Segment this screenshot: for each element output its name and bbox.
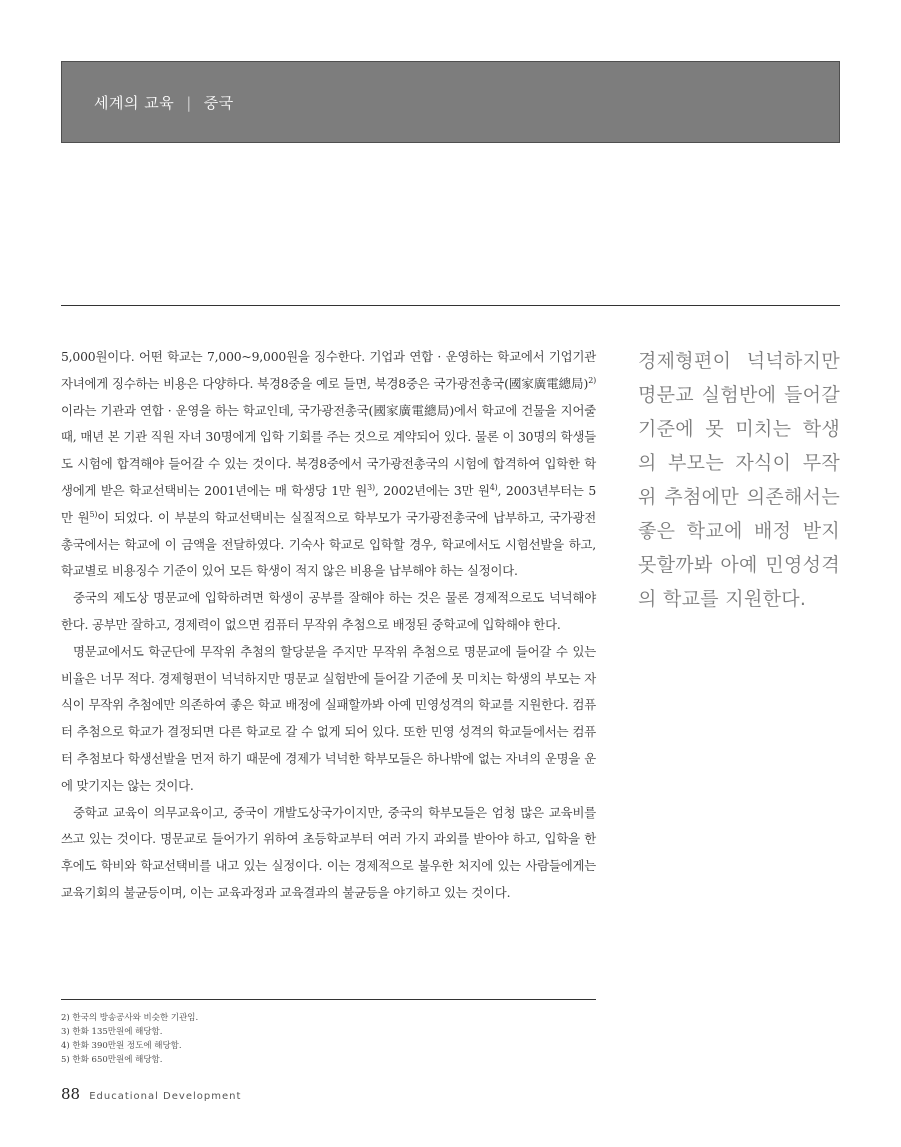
footnote-ref-4: 4) (489, 482, 498, 492)
footnote-5: 5) 한화 650만원에 해당함. (61, 1055, 163, 1065)
header-country: 중국 (203, 94, 234, 112)
footnote-ref-2: 2) (588, 375, 596, 385)
paragraph-3: 명문교에서도 학군단에 무작위 추첨의 할당분을 주지만 무작위 추첨으로 명문교에 들어갈 수 있는 비율은 너무 적다. 경제형편이 넉넉하지만 명문교 실험반에 들어갈 기준에 못 미치는 학생의 부모는 자식이 무작위 추첨에만 의존하여 좋은 학교 배정에 실패할까봐 아예 민영성격의 학교를 지원한다. 컴퓨터 추첨으로 학교가 결정되면 다른 학교로 갈 수 없게 되어 있다. 또한 민영 성격의 학교들에서는 컴퓨터 추첨보다 학생선발을 먼저 하기 때문에 경제가 넉넉한 학부모들은 하나밖에 없는 자녀의 운명을 운에 맞기지는 않는 것이다. (61, 643, 596, 793)
article-body (61, 344, 596, 907)
paragraph-1-part-a: 5,000원이다. 어떤 학교는 7,000~9,000원을 징수한다. 기업과 연합 · 운영하는 학교에서 기업기관 자녀에게 징수하는 비용은 다양하다. 북경8중을 예로 들면, 북경8중은 국가광전총국(國家廣電總局) (61, 349, 596, 391)
header-title (94, 92, 234, 113)
paragraph-1-part-c: , 2002년에는 3만 원 (374, 482, 490, 498)
header-section-name: 세계의 교육 (94, 94, 175, 112)
footnote-2: 2) 한국의 방송공사와 비슷한 기관임. (61, 1013, 199, 1023)
footnote-3: 3) 한화 135만원에 해당함. (61, 1027, 163, 1037)
paragraph-1-part-b: 이라는 기관과 연합 · 운영을 하는 학교인데, 국가광전총국(國家廣電總局)에서 학교에 건물을 지어줄 때, 매년 본 기관 직원 자녀 30명에게 입학 기회를 주는 것으로 계약되어 있다. 물론 이 30명의 학생들도 시험에 합격해야 들어갈 수 있는 것이다. 북경8중에서 국가광전총국의 시험에 합격하여 입학한 학생에게 받은 학교선택비는 2001년에는 매 학생당 1만 원 (61, 402, 596, 498)
paragraph-1 (61, 344, 596, 585)
page-footer (61, 1084, 241, 1103)
pull-quote: 경제형편이 넉넉하지만 명문교 실험반에 들어갈 기준에 못 미치는 학생의 부모는 자식이 무작위 추첨에만 의존해서는 좋은 학교에 배정 받지 못할까봐 아예 민영성격의 학교를 지원한다. (638, 350, 840, 610)
top-divider (61, 305, 840, 306)
paragraph-1-part-e: 이 되었다. 이 부분의 학교선택비는 실질적으로 학부모가 국가광전총국에 납부하고, 국가광전총국에서는 학교에 이 금액을 전달하였다. 기숙사 학교로 입학할 경우, 학교에서도 시험선발을 하고, 학교별로 비용징수 기준이 있어 모든 학생이 적지 않은 비용을 납부해야 하는 실정이다. (61, 509, 596, 579)
section-header (61, 61, 840, 143)
footnote-ref-5: 5) (89, 509, 98, 519)
footnote-ref-3: 3) (367, 482, 375, 492)
header-separator: | (186, 94, 192, 112)
paragraph-4: 중학교 교육이 의무교육이고, 중국이 개발도상국가이지만, 중국의 학부모들은 엄청 많은 교육비를 쓰고 있는 것이다. 명문교로 들어가기 위하여 초등학교부터 여러 가지 과외를 받아야 하고, 입학을 한 후에도 학비와 학교선택비를 내고 있는 실정이다. 이는 경제적으로 불우한 처지에 있는 사람들에게는 교육기회의 불균등이며, 이는 교육과정과 교육결과의 불균등을 야기하고 있는 것이다. (61, 804, 596, 900)
journal-name: Educational Development (89, 1091, 242, 1102)
page-number: 88 (61, 1085, 81, 1103)
footnote-divider (61, 999, 596, 1000)
footnotes (61, 1011, 596, 1067)
paragraph-2: 중국의 제도상 명문교에 입학하려면 학생이 공부를 잘해야 하는 것은 물론 경제적으로도 넉넉해야 한다. 공부만 잘하고, 경제력이 없으면 컴퓨터 무작위 추첨으로 배정된 중학교에 입학해야 한다. (61, 590, 596, 632)
footnote-4: 4) 한화 390만원 정도에 해당함. (61, 1041, 182, 1051)
paragraph-1-part-d: , 2003년부터는 5만 원 (61, 482, 596, 525)
